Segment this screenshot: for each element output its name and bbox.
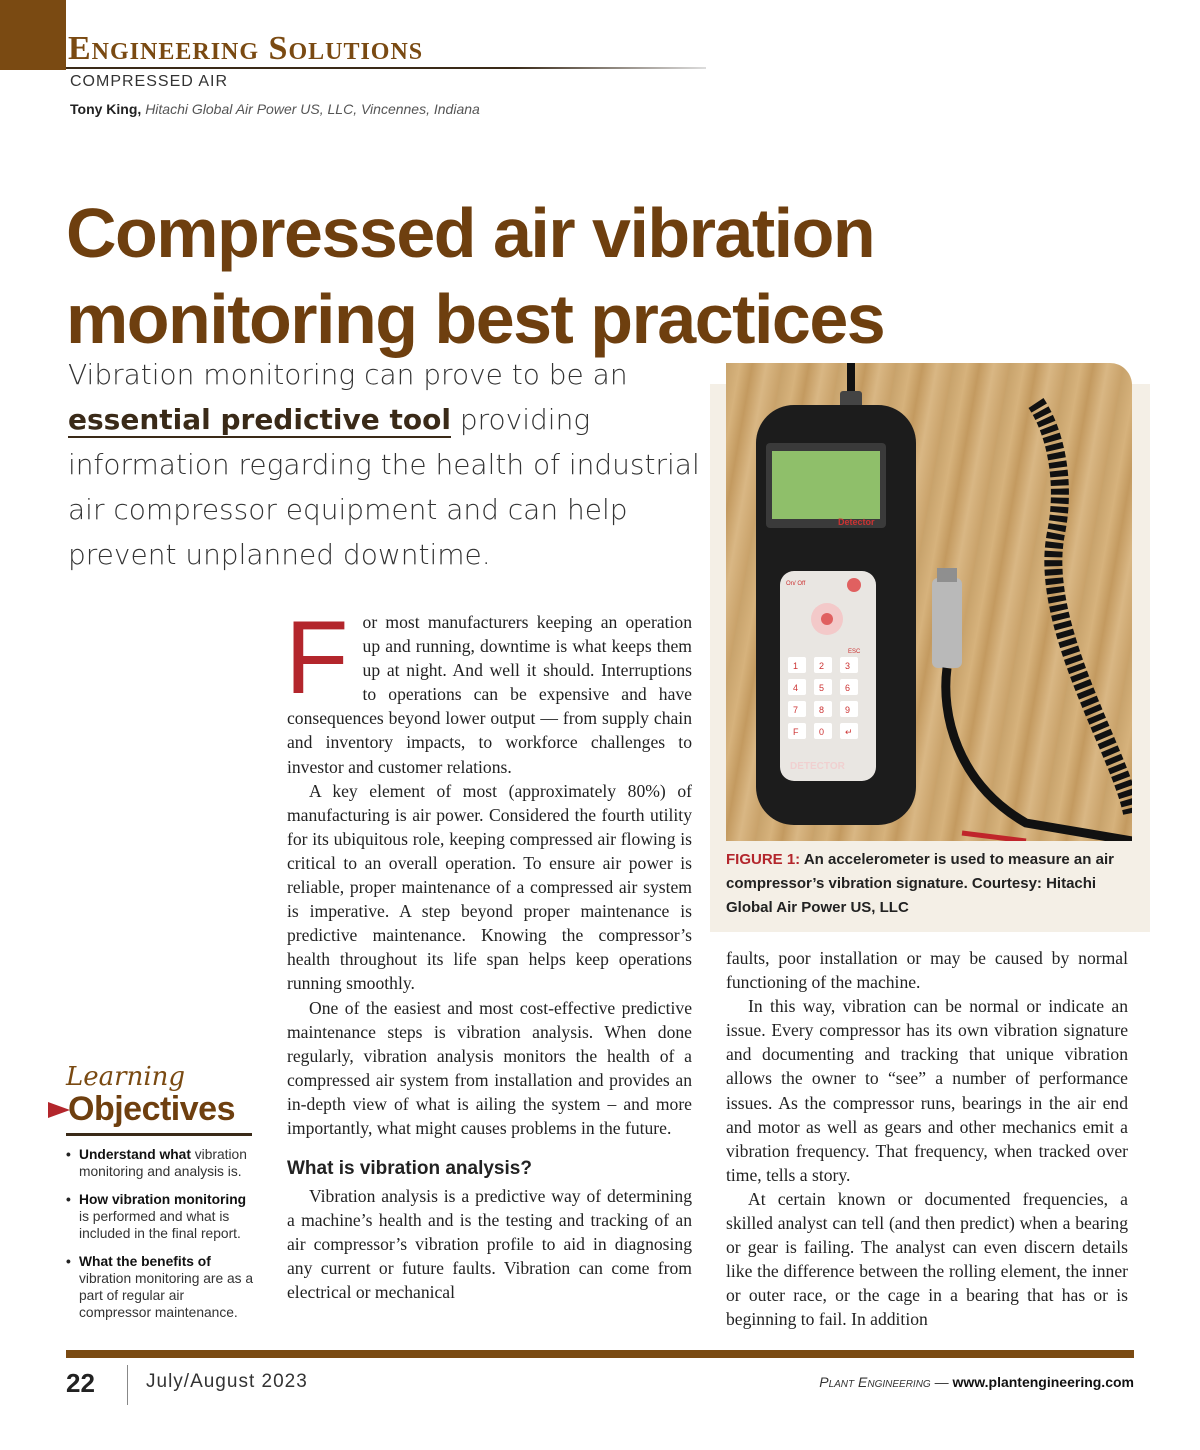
body-paragraph-7: At certain known or documented frequencies, a skilled analyst can tell (and then predict) when a bearing or gear is failing. The analyst can even discern details like the difference between the rolling element, the inner or outer race, or the cage in a bearing that has or is beginning to fail. In addition [726, 1188, 1128, 1330]
footer-divider [127, 1365, 128, 1405]
coiled-cable [1036, 403, 1132, 813]
objective-text: is performed and what is included in the final report. [79, 1209, 241, 1241]
author-name: Tony King, [70, 101, 142, 117]
body-paragraph-3: One of the easiest and most cost-effective predictive maintenance steps is vibration analysis. When done regularly, vibration analysis monitors the health of a compressed air system from installation and provides an in-depth view of what is ailing the system – and more importantly, what might causes problems in the future. [287, 997, 692, 1138]
headline-line-2: monitoring best practices [66, 280, 885, 358]
article-headline [66, 190, 1066, 362]
body-column-2 [726, 946, 1128, 1332]
section-rule [66, 67, 706, 69]
learning-objectives-title-top: Learning [66, 1062, 186, 1092]
objective-text: vibration monitoring are as a part of regular air compressor maintenance. [79, 1271, 254, 1320]
paragraph-1-text: or most manufacturers keeping an operation up and running, downtime is what keeps them up at night. And well it should. Interruptions to operations can be expensive and have consequences beyond lower output — from supply chain and inventory impacts, to workforce challenges to investor and customer relations. [287, 612, 692, 777]
keypad [780, 571, 876, 781]
figure-label: FIGURE 1: [726, 851, 801, 868]
keypad-key-label: 6 [845, 683, 851, 693]
footer-rule [66, 1350, 1134, 1358]
clear-key [847, 578, 861, 592]
objective-bold: Understand what [79, 1147, 191, 1162]
keypad-key-label: 4 [793, 683, 799, 693]
keypad-key-label: 9 [845, 705, 851, 715]
lcd-screen [772, 451, 880, 519]
drop-cap: F [285, 600, 349, 716]
keypad-key-label: 7 [793, 705, 799, 715]
objective-item [66, 1146, 258, 1180]
footer-separator: — [930, 1374, 953, 1390]
section-title: Engineering Solutions [68, 30, 424, 67]
corner-color-block [0, 0, 66, 70]
keypad-key-label: 1 [793, 661, 799, 671]
vibration-detector-illustration [726, 363, 1132, 841]
deck-text-after: providing information regarding the health of industrial air compressor equipment and can help prevent unplanned downtime. [68, 403, 700, 571]
keypad-key-label: 2 [819, 661, 825, 671]
objective-bold: How vibration monitoring [79, 1192, 247, 1207]
keypad-key-label: ↵ [845, 727, 853, 737]
on-off-key: On/ Off [786, 581, 806, 587]
device-label-text: Detector [838, 517, 875, 527]
deck-emphasis: essential predictive tool [68, 403, 451, 436]
enter-key [821, 613, 833, 625]
keypad-key-label: F [793, 727, 799, 737]
article-deck [68, 352, 708, 577]
keypad-key-label: 8 [819, 705, 825, 715]
accelerometer-sensor [932, 578, 962, 668]
objective-text: vibration monitoring and analysis is. [79, 1147, 247, 1179]
section-subtitle: COMPRESSED AIR [70, 73, 229, 90]
body-paragraph-2: A key element of most (approximately 80%) of manufacturing is air power. Considered the fourth utility for its ubiquitous role, keeping compressed air flowing is critical to an overall operation. To ensure air power is reliable, proper maintenance of a compressed air system is imperative. A step beyond proper maintenance is predictive maintenance. Knowing the compressor’s health throughout its life span helps keep operations running smoothly. [287, 780, 692, 994]
sensor-connector [937, 568, 957, 582]
figure-photo [726, 363, 1132, 841]
brand-text: DETECTOR [790, 761, 845, 772]
footer-publication [819, 1374, 1134, 1390]
learning-objectives-list [66, 1146, 258, 1332]
website-link[interactable]: www.plantengineering.com [952, 1374, 1134, 1390]
body-paragraph-4: Vibration analysis is a predictive way of determining a machine’s health and is the testing and tracking of an air compressor’s vibration profile to aid in diagnosing any current or future faults. Vibration can come from electrical or mechanical [287, 1186, 692, 1303]
keypad-key-label: 5 [819, 683, 825, 693]
red-cable [962, 833, 1026, 841]
section-subhead: What is vibration analysis? [287, 1158, 532, 1180]
keypad-key-label: 3 [845, 661, 851, 671]
magazine-name: Plant Engineering [819, 1374, 931, 1390]
body-column-1 [285, 600, 692, 1305]
deck-text-before: Vibration monitoring can prove to be an [68, 358, 628, 391]
objective-item [66, 1253, 258, 1321]
body-paragraph-1 [285, 600, 692, 779]
keypad-key-label: 0 [819, 727, 825, 737]
esc-key: ESC [848, 649, 861, 655]
objective-item [66, 1191, 258, 1242]
headline-line-1: Compressed air vibration [66, 194, 875, 272]
byline [70, 101, 480, 117]
figure-caption [726, 848, 1126, 920]
figure-caption-text: An accelerometer is used to measure an air compressor’s vibration signature. Courtesy: Hitachi Global Air Power US, LLC [726, 851, 1114, 916]
learning-objectives-rule [66, 1133, 252, 1136]
issue-date: July/August 2023 [146, 1371, 308, 1392]
red-arrow-icon [48, 1102, 70, 1118]
body-paragraph-5: faults, poor installation or may be caused by normal functioning of the machine. [726, 948, 1128, 993]
learning-objectives-title-bottom: Objectives [68, 1090, 235, 1128]
objective-bold: What the benefits of [79, 1254, 211, 1269]
author-affiliation: Hitachi Global Air Power US, LLC, Vincennes, Indiana [145, 101, 480, 117]
body-paragraph-6: In this way, vibration can be normal or indicate an issue. Every compressor has its own vibration signature and documenting and tracking that unique vibration allows the owner to “see” a number of performance issues. As the compressor runs, bearings in the air end and motor as well as gears and other mechanics emit a vibration frequency. That frequency, when tracked over time, tells a story. [726, 996, 1128, 1185]
page-number: 22 [66, 1368, 95, 1398]
